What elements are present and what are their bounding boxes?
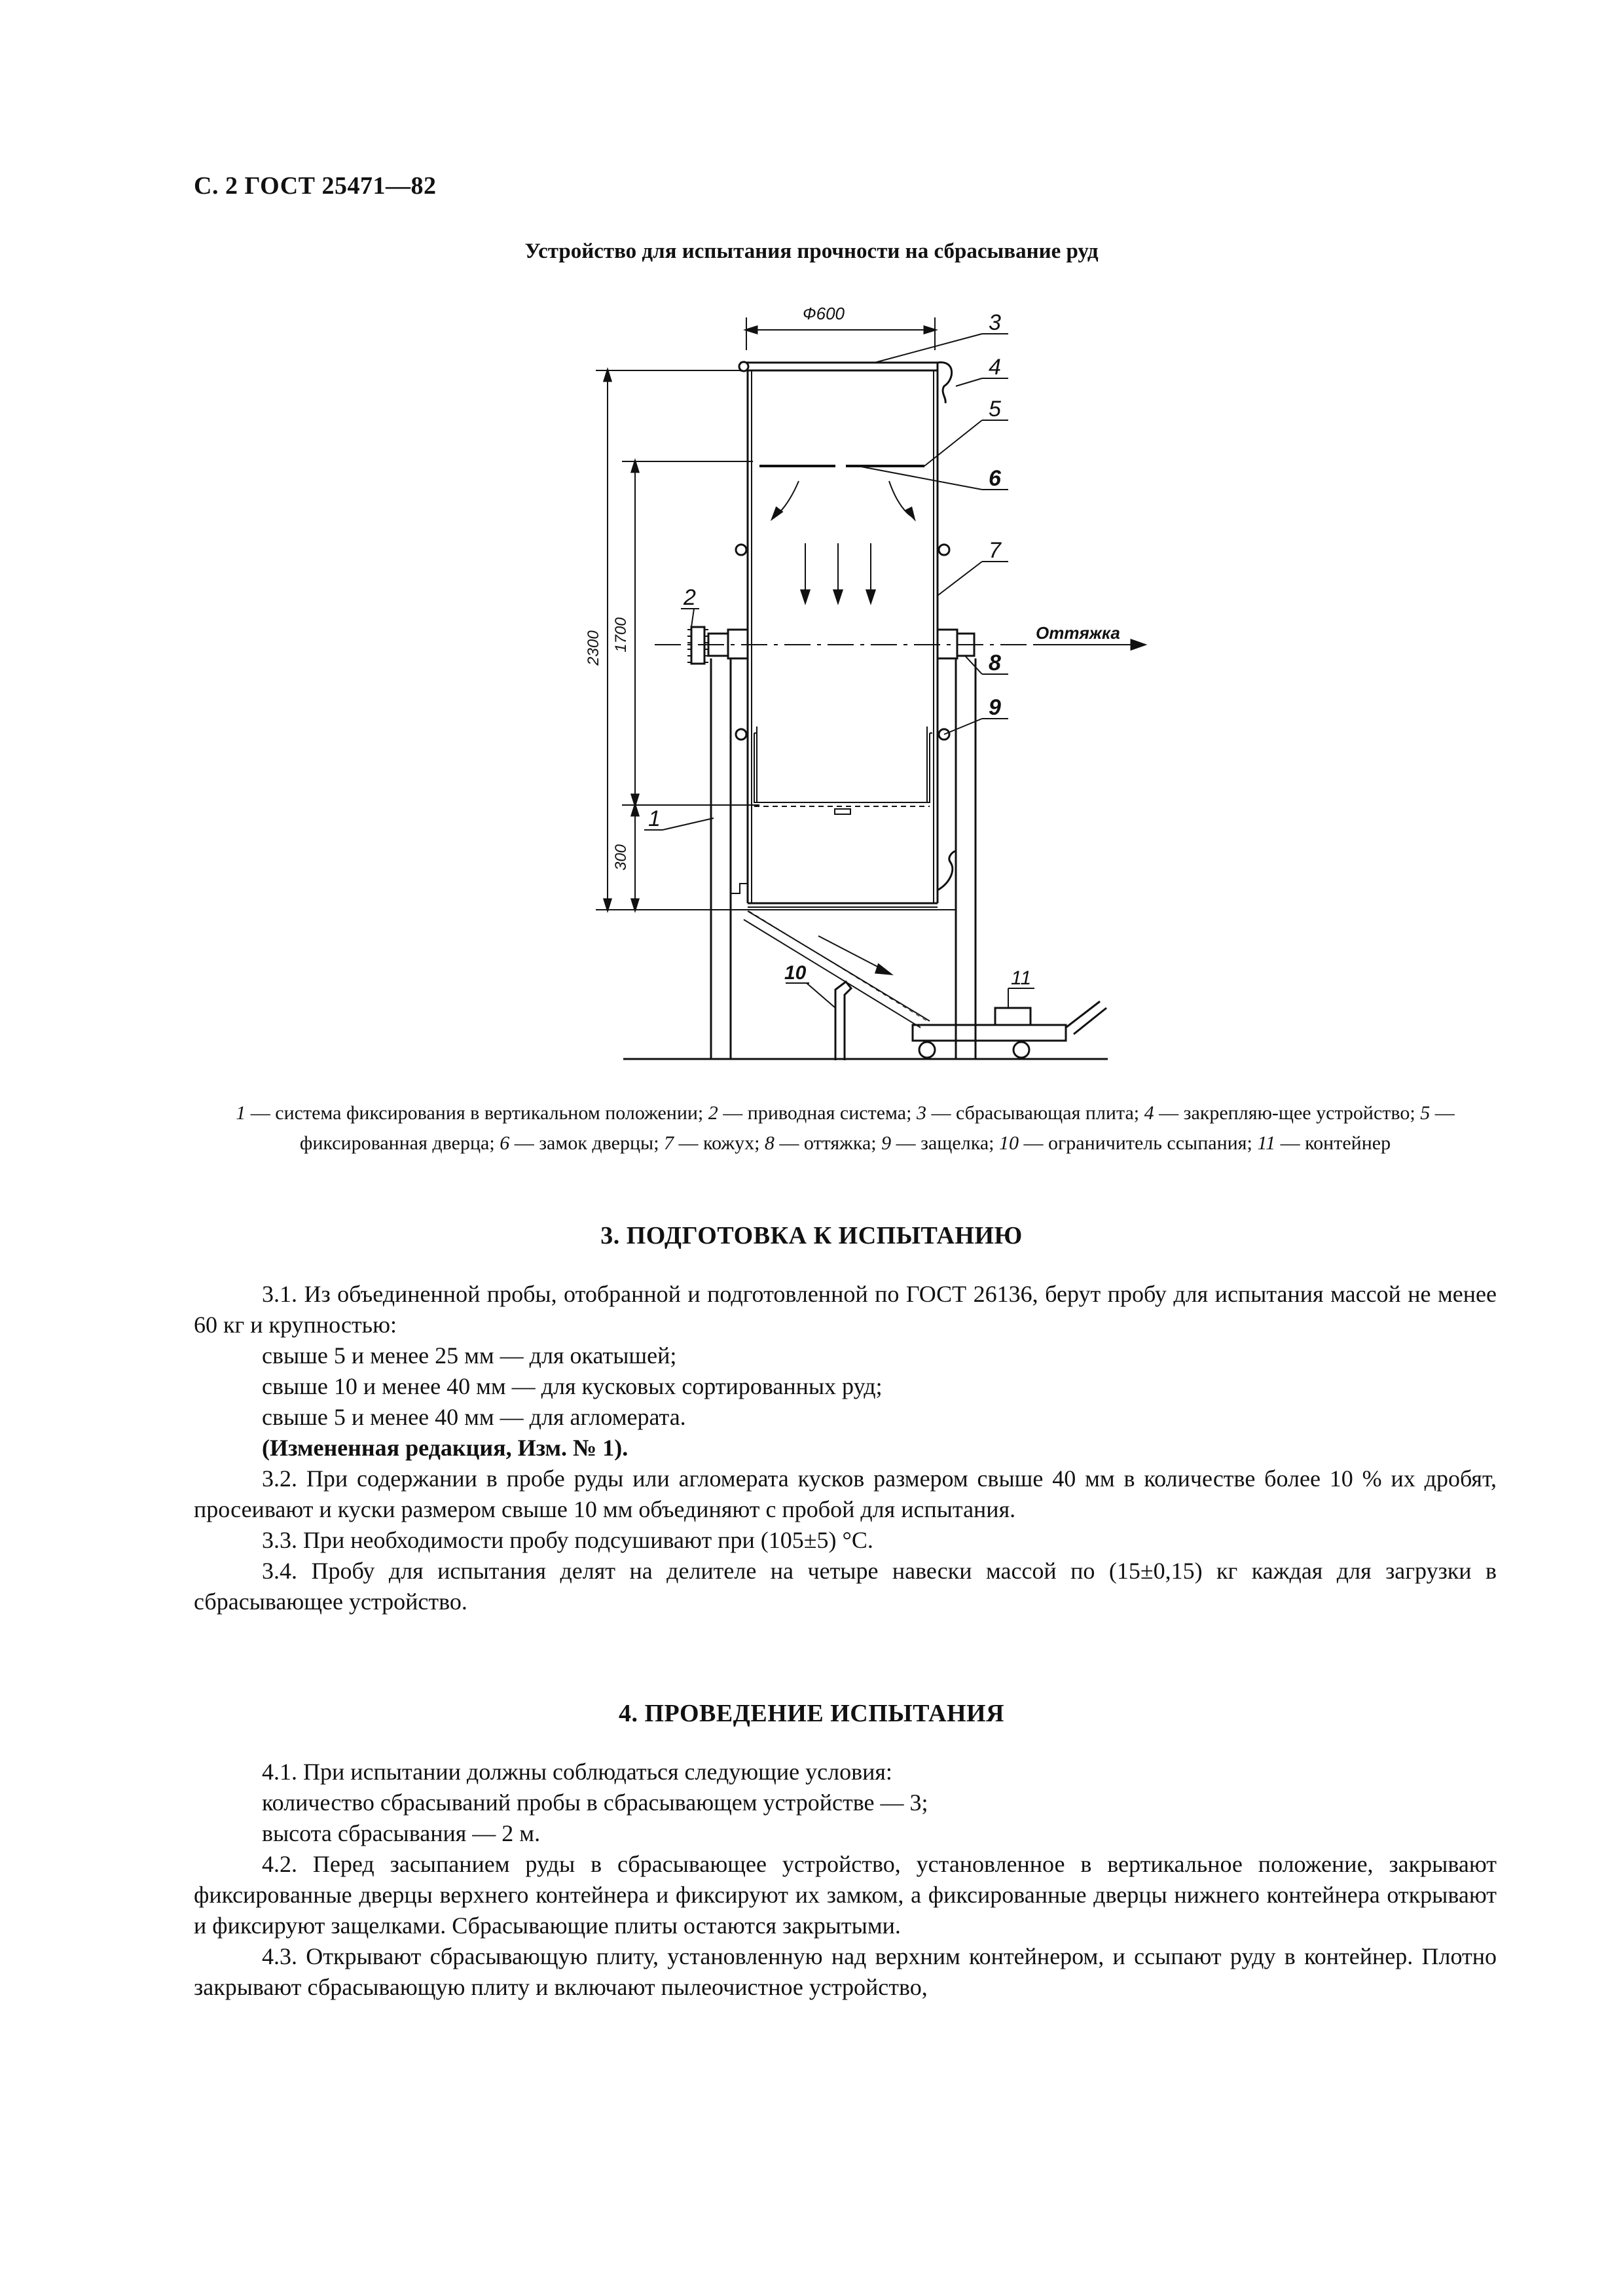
chute-top	[748, 911, 930, 1021]
paragraph: 4.1. При испытании должны соблюдаться следующие условия:	[262, 1759, 892, 1785]
paragraph: 3.2. При содержании в пробе руды или агломерата кусков размером свыше 40 мм в количестве более 10 % их дробят, просеивают и куски размером свыше 10 мм объединяют с пробой для испытания.	[194, 1465, 1497, 1522]
caption-num: 2	[708, 1102, 718, 1124]
page-header: С. 2 ГОСТ 25471—82	[194, 172, 437, 200]
callout-11: 11	[1011, 967, 1032, 989]
technical-drawing	[563, 281, 1152, 1080]
caption-num: 11	[1257, 1132, 1276, 1154]
caption-text: — фиксированная дверца;	[299, 1102, 1455, 1154]
pouring-limiter	[835, 982, 851, 1060]
callout-9: 9	[989, 695, 1001, 720]
caption-num: 1	[236, 1102, 246, 1124]
caption-num: 9	[881, 1132, 892, 1154]
caption-num: 8	[764, 1132, 775, 1154]
paragraph: 3.3. При необходимости пробу подсушивают при (105±5) °С.	[262, 1527, 873, 1553]
amendment-note: (Измененная редакция, Изм. № 1).	[262, 1435, 629, 1461]
callout-1: 1	[648, 806, 661, 831]
callout-5: 5	[989, 397, 1001, 422]
caption-text: — приводная система;	[718, 1102, 917, 1124]
callout-10: 10	[784, 962, 807, 984]
drop-plate	[741, 363, 938, 370]
section-4-body	[194, 1757, 1497, 2003]
caption-text: — ограничитель ссыпания;	[1018, 1132, 1258, 1154]
callout-4: 4	[989, 355, 1001, 380]
figure-caption	[194, 1098, 1497, 1158]
caption-num: 4	[1144, 1102, 1154, 1124]
caption-text: — закрепляю-щее устройство;	[1154, 1102, 1421, 1124]
dim-2300-label: 2300	[585, 630, 602, 666]
caption-num: 6	[500, 1132, 510, 1154]
caption-text: — замок дверцы;	[509, 1132, 665, 1154]
list-item: свыше 5 и менее 40 мм — для агломерата.	[262, 1404, 686, 1430]
list-item: высота сбрасывания — 2 м.	[262, 1820, 541, 1846]
section-4-title: 4. ПРОВЕДЕНИЕ ИСПЫТАНИЯ	[618, 1700, 1005, 1727]
cart-handle	[1066, 1001, 1100, 1028]
container	[913, 1025, 1066, 1041]
dim-300-label: 300	[612, 844, 630, 871]
clamp-device	[938, 363, 952, 403]
caption-text: — система фиксирования в вертикальном положении;	[246, 1102, 708, 1124]
lower-container	[754, 733, 930, 802]
caption-text: — защелка;	[891, 1132, 999, 1154]
lower-hook	[938, 851, 956, 890]
dim-1700-label: 1700	[612, 617, 630, 653]
vertical-fixing-system	[731, 805, 748, 893]
list-item: свыше 10 и менее 40 мм — для кусковых сортированных руд;	[262, 1373, 883, 1399]
paragraph: 3.4. Пробу для испытания делят на делителе на четыре навески массой по (15±0,15) кг каждая для загрузки в сбрасывающее устройство.	[194, 1558, 1497, 1615]
caption-num: 10	[998, 1132, 1019, 1154]
draft-label: Оттяжка	[1036, 623, 1120, 643]
caption-text: — кожух;	[674, 1132, 765, 1154]
caption-text: — сбрасывающая плита;	[926, 1102, 1144, 1124]
callout-2: 2	[684, 585, 696, 610]
callout-7: 7	[989, 538, 1001, 563]
caption-text: — оттяжка;	[774, 1132, 882, 1154]
list-item: свыше 5 и менее 25 мм — для окатышей;	[262, 1342, 677, 1369]
paragraph: 3.1. Из объединенной пробы, отобранной и подготовленной по ГОСТ 26136, берут пробу для испытания массой не менее 60 кг и крупностью:	[194, 1281, 1497, 1338]
dim-width-label: Ф600	[802, 304, 845, 323]
figure-title: Устройство для испытания прочности на сбрасывание руд	[524, 240, 1099, 263]
caption-num: 7	[664, 1132, 674, 1154]
caption-num: 5	[1420, 1102, 1431, 1124]
callout-3: 3	[989, 310, 1001, 335]
list-item: количество сбрасываний пробы в сбрасывающем устройстве — 3;	[262, 1789, 928, 1816]
section-3-title: 3. ПОДГОТОВКА К ИСПЫТАНИЮ	[600, 1222, 1023, 1249]
callout-8: 8	[989, 651, 1001, 675]
device-drawing	[563, 281, 1152, 1080]
caption-text: — контейнер	[1275, 1132, 1391, 1154]
section-3-body	[194, 1279, 1497, 1617]
paragraph: 4.3. Открывают сбрасывающую плиту, установленную над верхним контейнером, и ссыпают руду в контейнер. Плотно закрывают сбрасывающую плиту и включают пылеочистное устройство,	[194, 1943, 1497, 2000]
paragraph: 4.2. Перед засыпанием руды в сбрасывающее устройство, установленное в вертикальное положение, закрывают фиксированные дверцы верхнего контейнера и фиксируют их замком, а фиксированные дверцы нижнего контейнера открывают и фиксируют защелками. Сбрасывающие плиты остаются закрытыми.	[194, 1851, 1497, 1939]
caption-num: 3	[916, 1102, 926, 1124]
callout-6: 6	[989, 466, 1001, 491]
